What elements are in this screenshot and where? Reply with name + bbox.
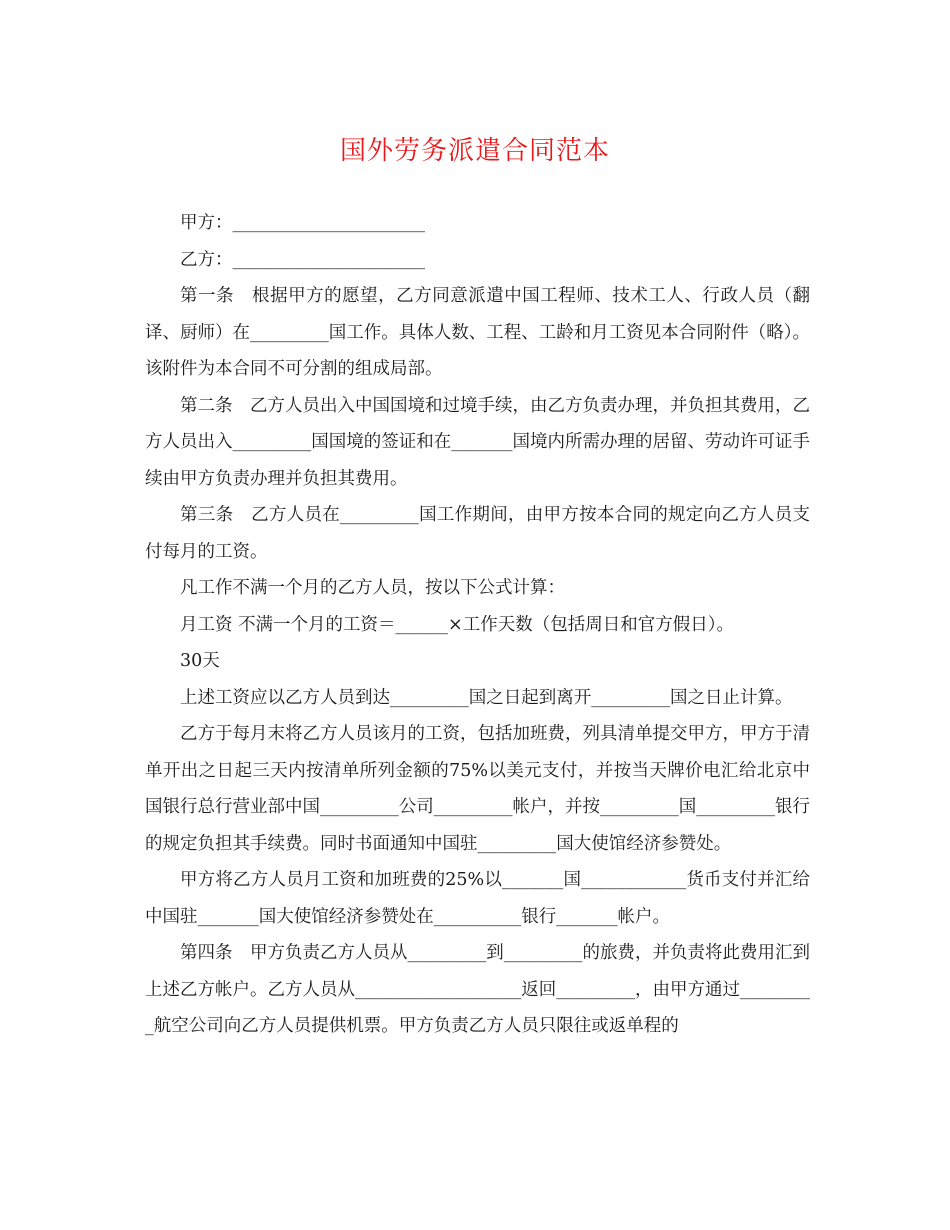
payment-clause: 乙方于每月末将乙方人员该月的工资，包括加班费，列具清单提交甲方，甲方于清单开出之日起三天内按清单所列金额的75%以美元支付，并按当天牌价电汇给北京中国银行总行营业部中国_________公司_________帐户，并按_________国_________银行的规定负担其手续费。同时书面通知中国驻_________国大使馆经济参赞处。 <box>145 724 810 854</box>
article-1: 第一条 根据甲方的愿望，乙方同意派遣中国工程师、技术工人、行政人员（翻译、厨师）在_________国工作。具体人数、工程、工龄和月工资见本合同附件（略）。该附件为本合同不可分割的组成局部。 <box>145 286 810 379</box>
article-2: 第二条 乙方人员出入中国国境和过境手续，由乙方负责办理，并负担其费用，乙方人员出入_________国国境的签证和在_______国境内所需办理的居留、劳动许可证手续由甲方负责办理并负担其费用。 <box>145 395 810 489</box>
salary-formula: 月工资 不满一个月的工资＝______×工作天数（包括周日和官方假日）。 <box>180 614 734 635</box>
contract-body <box>145 205 810 1045</box>
party-b-line: 乙方：______________________ <box>180 249 425 270</box>
article-4: 第四条 甲方负责乙方人员从_________到_________的旅费，并负责将此费用汇到上述乙方帐户。乙方人员从___________________返回_________，由甲方通过_________航空公司向乙方人员提供机票。甲方负责乙方人员只限往或返单程的 <box>145 943 810 1036</box>
partial-month-rule: 凡工作不满一个月的乙方人员，按以下公式计算： <box>180 578 565 598</box>
formula-denominator: 30天 <box>180 651 220 671</box>
party-a-line: 甲方：______________________ <box>180 213 425 233</box>
salary-period-clause: 上述工资应以乙方人员到达_________国之日起到离开_________国之日止计算。 <box>180 687 793 708</box>
article-3: 第三条 乙方人员在_________国工作期间，由甲方按本合同的规定向乙方人员支付每月的工资。 <box>145 505 810 562</box>
remittance-clause: 甲方将乙方人员月工资和加班费的25%以_______国____________货币支付并汇给中国驻_______国大使馆经济参赞处在__________银行_______帐户。 <box>145 870 810 927</box>
document-title: 国外劳务派遣合同范本 <box>339 136 610 166</box>
